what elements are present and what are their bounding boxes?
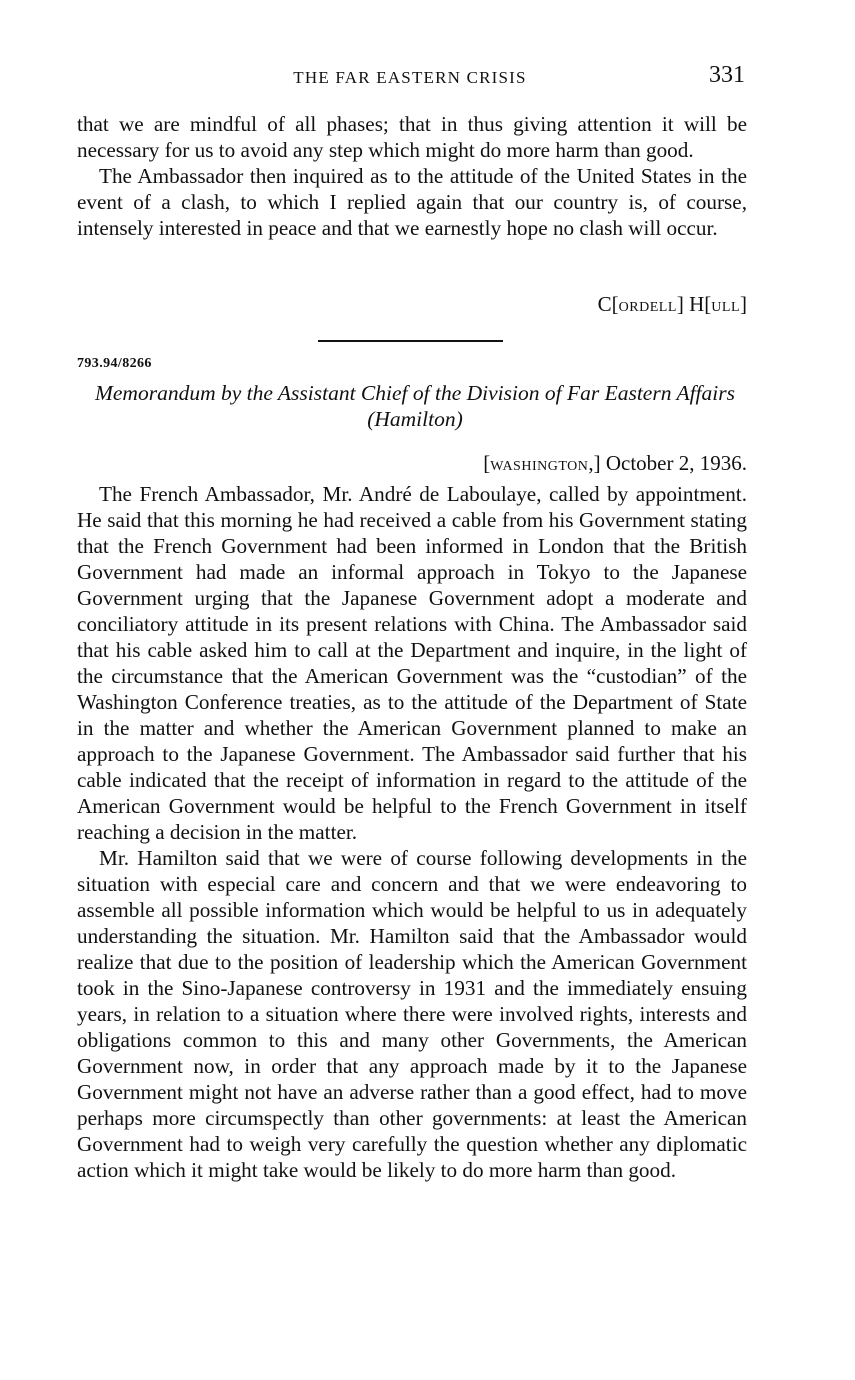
memorandum-title: Memorandum by the Assistant Chief of the Division of Far Eastern Affairs (Hamilton) — [94, 381, 735, 431]
memorandum-body — [77, 481, 747, 1183]
signature-end: ] — [740, 292, 747, 316]
signature — [598, 292, 747, 317]
paragraph-continuation: that we are mindful of all phases; that in thus giving attention it will be necessary for us to avoid any step which might do more harm than good. — [77, 112, 747, 162]
dateline-open: [ — [483, 451, 491, 475]
top-text-block — [77, 111, 747, 241]
signature-mid: ] H[ — [676, 292, 712, 316]
file-number: 793.94/8266 — [77, 356, 152, 371]
signature-c: C[ — [597, 292, 619, 316]
dateline-place: WASHINGTON — [490, 459, 589, 474]
running-header: THE FAR EASTERN CRISIS — [293, 68, 527, 87]
signature-h-rest: ULL — [711, 300, 740, 315]
paragraph-french-ambassador: The French Ambassador, Mr. André de Laboulaye, called by appointment. He said that this morning he had received a cable from his Government stating that the French Government had been informed in London that the British Government had made an informal approach in Tokyo to the Japanese Government urging that the Japanese Government adopt a moderate and conciliatory attitude in its present relations with China. The Ambassador said that his cable asked him to call at the Department and inquire, in the light of the circumstance that the American Government was the “custodian” of the Washington Conference treaties, as to the attitude of the Department of State in the matter and whether the American Government planned to make an approach to the Japanese Government. The Ambassador said further that his cable indicated that the receipt of information in regard to the attitude of the American Government would be helpful to the French Government in itself reaching a decision in the matter. — [77, 482, 747, 844]
page-number: 331 — [709, 62, 745, 88]
section-divider — [318, 340, 503, 342]
paragraph-hamilton-reply: Mr. Hamilton said that we were of course following developments in the situation with especial care and concern and that we were endeavoring to assemble all possible information which would be helpful to us in adequately understanding the situation. Mr. Hamilton said that the Ambassador would realize that due to the position of leadership which the American Government took in the Sino-Japanese controversy in 1931 and the immediately ensuing years, in relation to a situation where there were involved rights, interests and obligations common to this and many other Governments, the American Government now, in order that any approach made by it to the Japanese Government might not have an adverse rather than a good effect, had to move perhaps more circumspectly than other governments: at least the American Government had to weigh very carefully the question whether any diplomatic action which it might take would be likely to do more harm than good. — [77, 846, 747, 1182]
dateline-date: ,] October 2, 1936. — [588, 451, 747, 475]
signature-c-rest: ORDELL — [618, 300, 677, 315]
paragraph-clash: The Ambassador then inquired as to the attitude of the United States in the event of a clash, to which I replied again that our country is, of course, intensely interested in peace and that we earnestly hope no clash will occur. — [77, 164, 747, 240]
dateline — [483, 451, 747, 476]
